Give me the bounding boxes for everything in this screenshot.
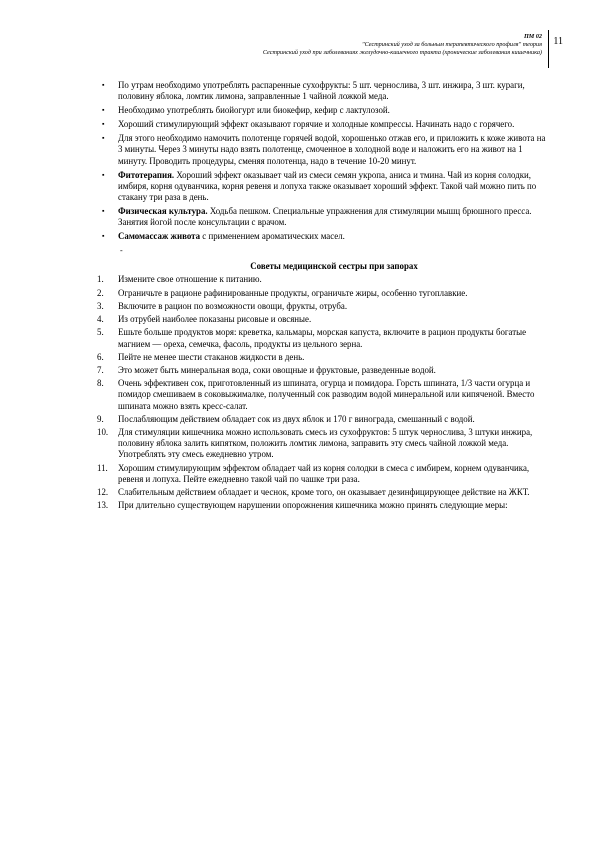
tip-item	[97, 486, 550, 498]
bullet-marker-icon: ▪	[102, 120, 105, 129]
tip-item	[97, 365, 550, 376]
header-code: ПМ 02	[523, 33, 542, 40]
tip-item	[97, 462, 550, 485]
tip-item	[97, 274, 550, 285]
bullet-text: Хороший эффект оказывает чай из смеси семян укропа, аниса и тмина. Чай из корня солодки, имбиря, корня одуванчика, корня ревеня и лопуха также оказывает хороший эффект. Такой чай можно пить по стакану три раза в день.	[118, 169, 537, 202]
section-title: Советы медицинской сестры при запорах	[250, 261, 418, 272]
bullet-text: По утрам необходимо употреблять распаренные сухофрукты: 5 шт. чернослива, 3 шт. инжира, 3 шт. кураги, половину яблока, ломтик лимона, заправленные 1 чайной ложкой меда.	[118, 80, 525, 102]
tip-text: Это может быть минеральная вода, соки овощные и фруктовые, разведенные водой.	[118, 365, 436, 376]
tip-item	[97, 351, 550, 363]
bullet-text: Хороший стимулирующий эффект оказывают горячие и холодные компрессы. Начинать надо с горячего.	[118, 119, 515, 130]
tip-text: Измените свое отношение к питанию.	[118, 274, 262, 285]
bullet-text: Ходьба пешком. Специальные упражнения для стимуляции мышц брюшного пресса. Занятия йогой после консультации с врачом.	[118, 205, 532, 228]
bullet-marker-icon: ▪	[102, 81, 105, 89]
tip-item	[97, 427, 550, 460]
tip-text: Очень эффективен сок, приготовленный из шпината, огурца и помидора. Горсть шпината, 1/3 части огурца и помидор смешиваем в соковыжималке, полученный сок разводим водой минеральной или кипяченой. Вместо шпината можно взять кресс-салат.	[118, 378, 535, 411]
tip-number: 11.	[97, 462, 108, 473]
bullet-item	[102, 80, 550, 102]
tip-number: 8.	[97, 378, 104, 389]
tip-number: 2.	[97, 287, 104, 298]
tip-item	[97, 314, 550, 325]
separator-mark: -	[120, 246, 123, 256]
tip-number: 1.	[97, 274, 104, 285]
bullet-item	[102, 105, 550, 116]
bullet-bold-lead: Фитотерапия.	[118, 169, 175, 180]
tip-number: 13.	[97, 500, 109, 511]
bullet-marker-icon: ▪	[102, 170, 105, 179]
bullet-marker-icon: ▪	[102, 206, 105, 215]
header-topic-title: Сестринский уход при заболеваниях желудочно-кишечного тракта (хронические заболевания кишечника)	[262, 48, 542, 56]
tip-number: 12.	[97, 486, 109, 497]
tips-numbered-list	[97, 274, 550, 511]
tip-text: Из отрубей наиболее показаны рисовые и овсяные.	[118, 314, 312, 325]
bullet-text: Для этого необходимо намочить полотенце горячей водой, хорошенько отжав его, и приложить к коже живота на 3 минуты. Через 3 минуты надо взять полотенце, смоченное в холодной воде и наложить его на живот на 1 минуту. Проводить процедуры, сменяя полотенца, надо в течение 10-20 минут.	[118, 133, 546, 166]
tip-item	[97, 287, 550, 299]
document-body	[97, 80, 550, 514]
tip-number: 10.	[97, 427, 109, 438]
header-course-title: "Сестринский уход за больным терапевтического профиля" теория	[362, 40, 542, 48]
bullet-text: Необходимо употреблять биойогурт или биокефир, кефир с лактулозой.	[118, 105, 390, 116]
bullet-marker-icon: ▪	[102, 232, 105, 241]
advice-bullet-list	[102, 80, 550, 242]
bullet-marker-icon: ▪	[102, 106, 105, 115]
tip-text: Ешьте больше продуктов моря: креветка, кальмары, морская капуста, включите в рацион продукты богатые магнием — ореха, семечка, фасоль, продукты из цельного зерна.	[118, 327, 527, 349]
tip-number: 3.	[97, 300, 104, 311]
bullet-item	[102, 231, 550, 242]
header-divider	[548, 30, 549, 68]
bullet-bold-lead: Самомассаж живота	[118, 231, 201, 242]
tip-text: Для стимуляции кишечника можно использовать смесь из сухофруктов: 5 штук чернослива, 3 штуки инжира, половину яблока залить кипятком, положить ломтик лимона, заправить эту смесь чайной ложкой меда. Употреблять эту смесь ежедневно утром.	[118, 427, 533, 460]
tip-text: Послабляющим действием обладает сок из двух яблок и 170 г винограда, смешанный с водой.	[118, 413, 475, 424]
page-number: 11	[553, 36, 563, 47]
tip-number: 5.	[97, 327, 104, 338]
page-header	[122, 33, 542, 56]
bullet-item	[102, 205, 550, 228]
bullet-item	[102, 119, 550, 130]
bullet-marker-icon: ▪	[102, 134, 105, 143]
tip-number: 7.	[97, 365, 104, 376]
tip-item	[97, 327, 550, 349]
bullet-item	[102, 133, 550, 166]
tip-item	[97, 300, 550, 312]
tip-text: Хорошим стимулирующим эффектом обладает чай из корня солодки в смеса с имбирем, корнем одуванчика, ревеня и лопуха. Пейте ежедневно такой чай по чашке три раза.	[118, 462, 530, 484]
bullet-bold-lead: Физическая культура.	[118, 205, 208, 216]
tip-text: Ограничьте в рационе рафинированные продукты, ограничьте жиры, особенно тугоплавкие.	[118, 287, 468, 298]
bullet-item	[102, 169, 550, 203]
tip-number: 9.	[97, 413, 104, 424]
tip-text: Включите в рацион по возможности овощи, фрукты, отруба.	[118, 300, 348, 311]
tip-item	[97, 413, 550, 425]
tip-number: 6.	[97, 351, 104, 362]
tip-text: Пейте не менее шести стаканов жидкости в день.	[118, 351, 305, 362]
tip-item	[97, 378, 550, 411]
bullet-text: с применением ароматических масел.	[200, 231, 345, 242]
tip-number: 4.	[97, 314, 104, 325]
tip-text: Слабительным действием обладает и чеснок, кроме того, он оказывает дезинфицирующее действие на ЖКТ.	[118, 486, 530, 497]
tip-item	[97, 500, 550, 511]
tip-text: При длительно существующем нарушении опорожнения кишечника можно принять следующие меры:	[118, 500, 508, 511]
